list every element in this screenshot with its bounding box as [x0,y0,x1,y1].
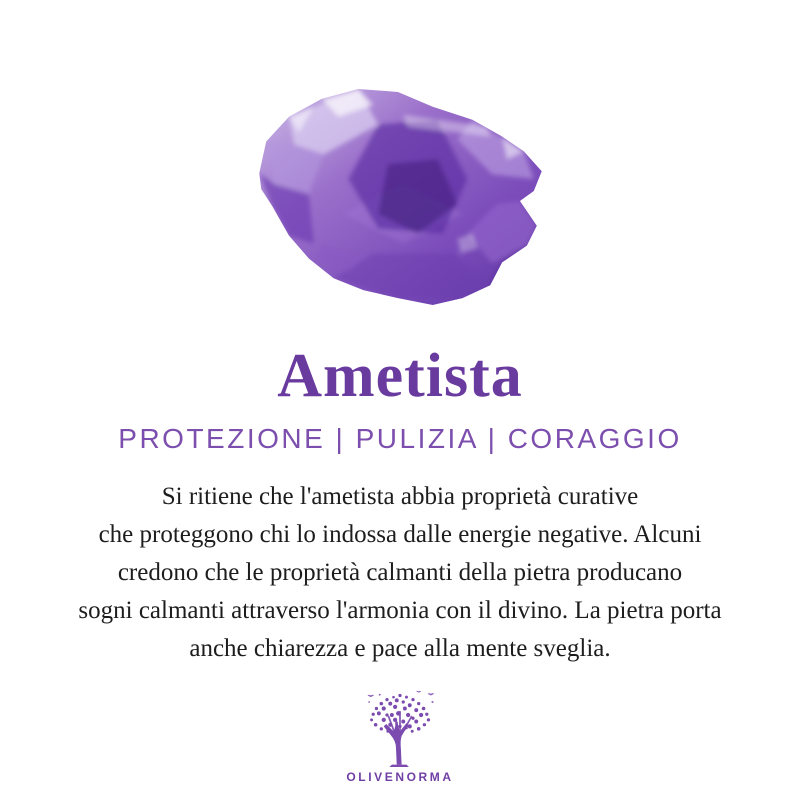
description-line: sogni calmanti attraverso l'armonia con il divino. La pietra porta [78,596,722,624]
brand-block [0,689,800,784]
tree-logo-icon [356,689,444,767]
stone-title: Ametista [277,342,523,410]
description-line: Si ritiene che l'ametista abbia proprietà curative [161,482,639,510]
stone-properties-subtitle: PROTEZIONE | PULIZIA | CORAGGIO [118,423,682,454]
hero-image-wrap [0,85,800,309]
stone-description [0,478,800,668]
description-line: che proteggono chi lo indossa dalle energie negative. Alcuni [98,520,702,548]
description-line: anche chiarezza e pace alla mente sveglia. [189,634,611,662]
brand-name: OLIVENORMA [346,769,454,784]
description-line: credono che le proprietà calmanti della pietra producano [117,558,683,586]
amethyst-crystal-image [253,85,548,309]
